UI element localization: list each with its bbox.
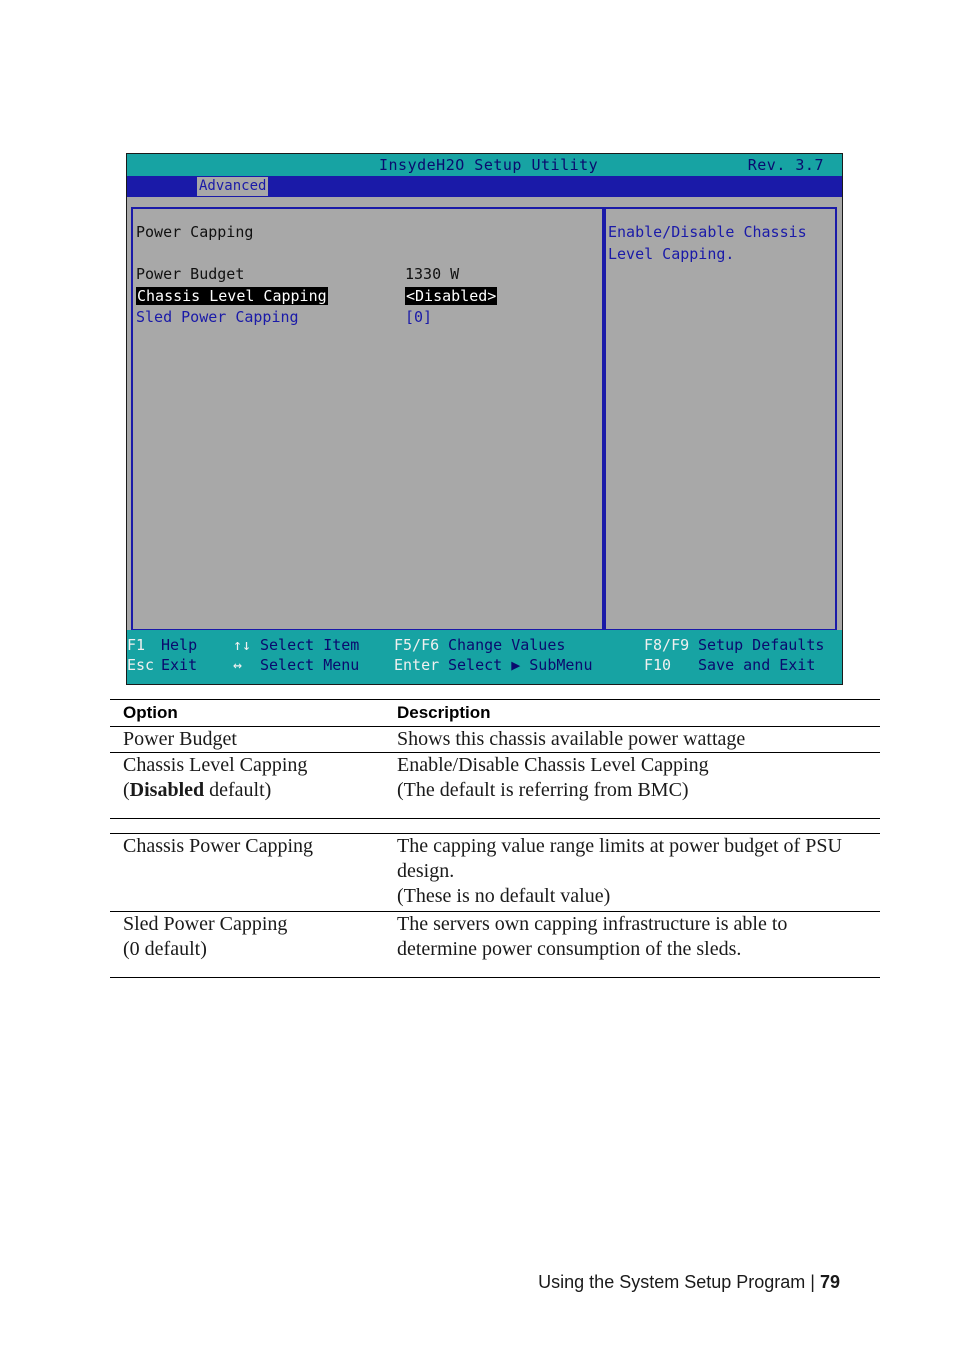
chassis-level-capping-item[interactable]: Chassis Level Capping	[137, 287, 327, 305]
key-f10: F10	[644, 656, 672, 674]
header-option: Option	[123, 703, 178, 722]
key-f5f6-desc: Change Values	[448, 636, 566, 654]
option-default-value: Disabled	[129, 779, 205, 801]
table-row	[110, 912, 880, 978]
tab-advanced[interactable]: Advanced	[199, 178, 267, 194]
key-f8f9-desc: Setup Defaults	[698, 636, 825, 654]
footer-separator: |	[805, 1272, 820, 1292]
option-name: Chassis Level Capping	[123, 754, 308, 776]
key-updown-desc: Select Item	[260, 636, 360, 654]
description-cell	[397, 727, 877, 752]
key-leftright-arrows: ↔	[233, 656, 243, 674]
key-esc-desc: Exit	[161, 656, 198, 674]
key-esc: Esc	[127, 656, 155, 674]
bios-key-legend	[127, 630, 842, 684]
key-f5f6: F5/F6	[394, 636, 440, 654]
header-description: Description	[397, 703, 491, 722]
section-heading: Power Capping	[136, 223, 254, 241]
help-text: Enable/Disable Chassis Level Capping.	[608, 223, 807, 263]
description-text: The servers own capping infrastructure is able to	[397, 913, 788, 935]
key-f10-desc: Save and Exit	[698, 656, 816, 674]
option-default	[123, 778, 393, 803]
key-leftright-desc: Select Menu	[260, 656, 360, 674]
option-cell	[123, 753, 393, 803]
bios-help-panel	[604, 207, 837, 631]
description-cell	[397, 753, 877, 803]
description-text: design.	[397, 860, 455, 882]
power-budget-value: 1330 W	[405, 265, 460, 283]
table-header	[110, 699, 880, 727]
key-f1: F1	[127, 636, 146, 654]
power-budget-label: Power Budget	[136, 265, 245, 283]
option-name: Chassis Power Capping	[123, 835, 313, 857]
bios-title-bar	[127, 154, 842, 176]
description-text: (The default is referring from BMC)	[397, 779, 689, 801]
page-footer	[538, 1272, 840, 1293]
table-row	[110, 727, 880, 753]
options-table	[110, 699, 880, 978]
table-row	[110, 753, 880, 819]
footer-section-title: Using the System Setup Program	[538, 1272, 806, 1292]
option-cell	[123, 912, 393, 962]
option-default: (0 default)	[123, 938, 207, 960]
description-cell	[397, 834, 877, 909]
option-name: Sled Power Capping	[123, 913, 288, 935]
chassis-level-capping-value[interactable]: <Disabled>	[406, 287, 497, 305]
sled-power-capping-item[interactable]: Sled Power Capping	[136, 308, 299, 326]
key-enter: Enter	[394, 656, 440, 674]
description-text: The capping value range limits at power budget of PSU	[397, 835, 842, 857]
option-default-suffix: default)	[204, 779, 272, 801]
key-f8f9: F8/F9	[644, 636, 690, 654]
bios-revision: Rev. 3.7	[747, 156, 824, 174]
bios-main-panel	[131, 207, 604, 631]
key-f1-desc: Help	[161, 636, 198, 654]
bios-title: InsydeH2O Setup Utility	[379, 156, 599, 174]
bios-menu-bar	[127, 176, 842, 197]
sled-power-capping-value[interactable]: [0]	[405, 308, 433, 326]
page-number: 79	[819, 1272, 840, 1292]
row-spacer	[110, 819, 880, 834]
bios-screenshot	[126, 153, 843, 685]
table-row	[110, 834, 880, 912]
description-text: (These is no default value)	[397, 885, 611, 907]
option-cell	[123, 834, 393, 859]
description-text: determine power consumption of the sleds.	[397, 938, 742, 960]
key-enter-desc: Select ▶ SubMenu	[448, 656, 593, 674]
description-text: Shows this chassis available power wattage	[397, 728, 746, 750]
key-updown-arrows: ↑↓	[233, 636, 252, 654]
description-cell	[397, 912, 877, 962]
option-name: Power Budget	[123, 728, 237, 750]
option-cell	[123, 727, 393, 752]
option-default-prefix: (	[123, 779, 130, 801]
description-text: Enable/Disable Chassis Level Capping	[397, 754, 709, 776]
